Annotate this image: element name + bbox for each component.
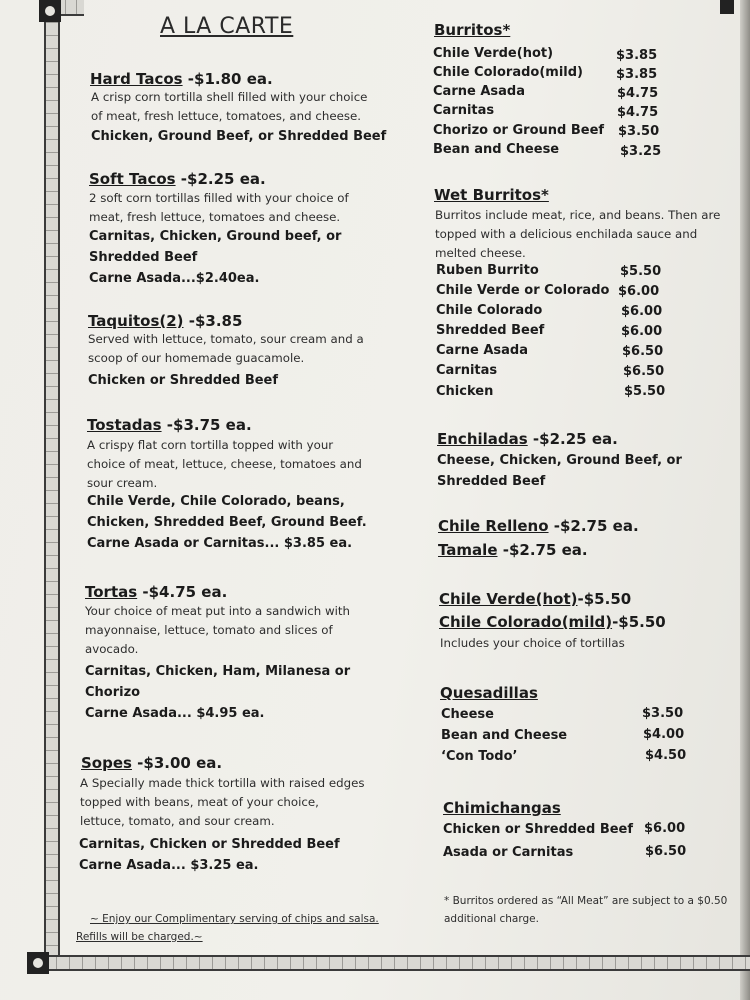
options-line: Carnitas, Chicken, Ham, Milanesa or — [85, 664, 351, 679]
section-tamale-title — [438, 541, 588, 559]
menu-item-price: $6.00 — [618, 284, 660, 299]
menu-item: Chicken — [436, 384, 494, 399]
section-wet-burritos-desc — [435, 206, 720, 263]
menu-item-price: $3.50 — [642, 706, 684, 721]
menu-item-price: $3.50 — [618, 124, 660, 139]
corner-tile-top-right — [720, 0, 734, 14]
menu-item: Carne Asada — [433, 84, 525, 99]
options-line: Carne Asada...$2.40ea. — [89, 271, 260, 286]
desc-line: Burritos include meat, rice, and beans. Then are — [435, 208, 721, 222]
section-tortas-title — [85, 583, 227, 601]
desc-line: A crisp corn tortilla shell filled with your choice — [91, 90, 368, 104]
menu-item-price: $6.50 — [623, 364, 665, 379]
menu-item: Ruben Burrito — [436, 263, 539, 278]
section-chimichangas-title — [443, 799, 561, 817]
options-line: Cheese, Chicken, Ground Beef, or — [437, 453, 682, 468]
menu-item-price: $3.85 — [616, 67, 658, 82]
menu-item-price: $6.00 — [644, 821, 686, 836]
desc-line: meat, fresh lettuce, tomatoes and cheese. — [89, 210, 341, 224]
section-name: Chile Colorado(mild) — [439, 613, 613, 631]
note-line: ~ Enjoy our Complimentary serving of chips and salsa. — [90, 913, 379, 925]
options-line: Chicken or Shredded Beef — [88, 373, 279, 388]
options-line: Carnitas, Chicken, Ground beef, or — [89, 229, 342, 244]
menu-item: Shredded Beef — [436, 323, 545, 338]
section-soft-tacos-options — [89, 226, 341, 289]
section-soft-tacos-title — [89, 170, 266, 188]
desc-line: Your choice of meat put into a sandwich with — [85, 604, 351, 618]
section-tortas-options — [85, 661, 350, 724]
chile-tortillas-note: Includes your choice of tortillas — [440, 636, 625, 650]
section-name: Quesadillas — [440, 684, 538, 702]
section-wet-burritos-title — [434, 186, 549, 204]
menu-item-price: $5.50 — [624, 384, 666, 399]
desc-line: melted cheese. — [435, 246, 526, 260]
menu-item-price: $6.00 — [621, 304, 663, 319]
page-edge — [740, 0, 750, 1000]
desc-line: choice of meat, lettuce, cheese, tomatoes and — [87, 457, 362, 471]
section-name: Enchiladas — [437, 430, 528, 448]
all-meat-footnote — [444, 892, 727, 928]
section-name: Taquitos(2) — [88, 312, 184, 330]
section-taquitos-title — [88, 312, 242, 330]
menu-item-price: $3.85 — [616, 48, 658, 63]
menu-item: Chorizo or Ground Beef — [433, 123, 605, 138]
desc-line: of meat, fresh lettuce, tomatoes, and cheese. — [91, 109, 361, 123]
chips-salsa-note — [90, 910, 379, 928]
section-price: -$3.75 ea. — [161, 416, 252, 434]
desc-line: A Specially made thick tortilla with raised edges — [80, 776, 365, 790]
section-name: Chile Verde(hot) — [439, 590, 578, 608]
menu-item-price: $4.75 — [617, 105, 659, 120]
refills-note — [76, 928, 203, 946]
desc-line: mayonnaise, lettuce, tomato and slices of — [85, 623, 333, 637]
desc-line: 2 soft corn tortillas filled with your choice of — [89, 191, 349, 205]
tile-border-left — [44, 10, 60, 955]
section-hard-tacos-title — [90, 70, 273, 88]
menu-item: Bean and Cheese — [441, 728, 568, 743]
section-name: Chimichangas — [443, 799, 561, 817]
desc-line: Served with lettuce, tomato, sour cream and a — [88, 332, 364, 346]
section-price: -$2.75 ea. — [497, 541, 588, 559]
section-price: -$3.85 — [183, 312, 243, 330]
section-price: -$3.00 ea. — [131, 754, 223, 772]
options-line: Carne Asada... $4.95 ea. — [85, 706, 265, 721]
menu-item: Cheese — [441, 707, 494, 722]
section-name: Soft Tacos — [89, 170, 176, 188]
section-name: Hard Tacos — [90, 70, 183, 88]
options-line: Chicken, Shredded Beef, Ground Beef. — [87, 515, 367, 530]
desc-line: topped with beans, meat of your choice, — [80, 795, 319, 809]
corner-tile-bottom-left — [27, 952, 49, 974]
options-line: Chicken, Ground Beef, or Shredded Beef — [91, 129, 387, 144]
section-chile-relleno-title — [438, 517, 639, 535]
menu-item-price: $6.50 — [645, 844, 687, 859]
section-taquitos-options — [88, 370, 278, 391]
options-line: Carnitas, Chicken or Shredded Beef — [79, 837, 340, 852]
menu-item: Chile Verde or Colorado — [436, 283, 610, 298]
section-name: Tortas — [85, 583, 138, 601]
menu-item: Bean and Cheese — [433, 142, 560, 157]
section-name: Chile Relleno — [438, 517, 549, 535]
menu-item-price: $4.50 — [645, 748, 687, 763]
options-line: Carne Asada or Carnitas... $3.85 ea. — [87, 536, 353, 551]
section-chile-verde-title — [439, 590, 631, 608]
options-line: Chile Verde, Chile Colorado, beans, — [87, 494, 345, 509]
desc-line: A crispy flat corn tortilla topped with your — [87, 438, 334, 452]
menu-item-price: $3.25 — [620, 144, 662, 159]
desc-line: avocado. — [85, 642, 139, 656]
section-name: Wet Burritos* — [434, 186, 549, 204]
section-hard-tacos-options — [91, 126, 386, 147]
corner-tile-top-left — [39, 0, 61, 22]
note-line: additional charge. — [444, 913, 539, 925]
menu-item-price: $6.50 — [622, 344, 664, 359]
menu-item-price: $6.00 — [621, 324, 663, 339]
section-sopes-title — [81, 754, 222, 772]
section-hard-tacos-desc — [91, 88, 367, 126]
section-burritos-title — [434, 21, 510, 39]
options-line: Chorizo — [85, 685, 141, 700]
menu-item: Carne Asada — [436, 343, 528, 358]
menu-item: Asada or Carnitas — [443, 845, 574, 860]
section-sopes-desc — [80, 774, 365, 831]
section-price: -$2.25 ea. — [175, 170, 266, 188]
menu-item: Chile Verde(hot) — [433, 46, 554, 61]
menu-item: Chile Colorado(mild) — [433, 65, 583, 80]
desc-line: lettuce, tomato, and sour cream. — [80, 814, 275, 828]
note-line: * Burritos ordered as “All Meat” are subject to a $0.50 — [444, 895, 728, 907]
section-sopes-options — [79, 834, 340, 876]
section-quesadillas-title — [440, 684, 538, 702]
section-tostadas-options — [87, 491, 367, 554]
section-price: -$1.80 ea. — [182, 70, 273, 88]
section-name: Tostadas — [87, 416, 162, 434]
menu-item: Carnitas — [433, 103, 495, 118]
desc-line: topped with a delicious enchilada sauce and — [435, 227, 698, 241]
menu-title: A LA CARTE — [160, 14, 294, 39]
section-tostadas-desc — [87, 436, 362, 493]
section-name: Burritos* — [434, 21, 511, 39]
menu-item: Chile Colorado — [436, 303, 543, 318]
desc-line: scoop of our homemade guacamole. — [88, 351, 305, 365]
menu-item: Chicken or Shredded Beef — [443, 822, 634, 837]
menu-item-price: $5.50 — [620, 264, 662, 279]
section-price: -$5.50 — [577, 590, 632, 608]
note-line: Refills will be charged.~ — [76, 931, 203, 943]
section-tortas-desc — [85, 602, 350, 659]
tile-border-bottom — [44, 955, 750, 971]
section-price: -$4.75 ea. — [137, 583, 228, 601]
options-line: Shredded Beef — [89, 250, 198, 265]
section-name: Tamale — [438, 541, 498, 559]
section-chile-colorado-title — [439, 613, 666, 631]
section-taquitos-desc — [88, 330, 364, 368]
section-enchiladas-options — [437, 450, 682, 492]
section-enchiladas-title — [437, 430, 618, 448]
menu-item-price: $4.75 — [617, 86, 659, 101]
menu-item: ‘Con Todo’ — [441, 749, 518, 764]
section-price: -$5.50 — [612, 613, 666, 631]
menu-item: Carnitas — [436, 363, 498, 378]
section-price: -$2.75 ea. — [548, 517, 639, 535]
section-soft-tacos-desc — [89, 189, 349, 227]
desc-line: sour cream. — [87, 476, 158, 490]
options-line: Carne Asada... $3.25 ea. — [79, 858, 259, 873]
options-line: Shredded Beef — [437, 474, 546, 489]
section-name: Sopes — [81, 754, 132, 772]
menu-item-price: $4.00 — [643, 727, 685, 742]
section-tostadas-title — [87, 416, 252, 434]
section-price: -$2.25 ea. — [527, 430, 618, 448]
